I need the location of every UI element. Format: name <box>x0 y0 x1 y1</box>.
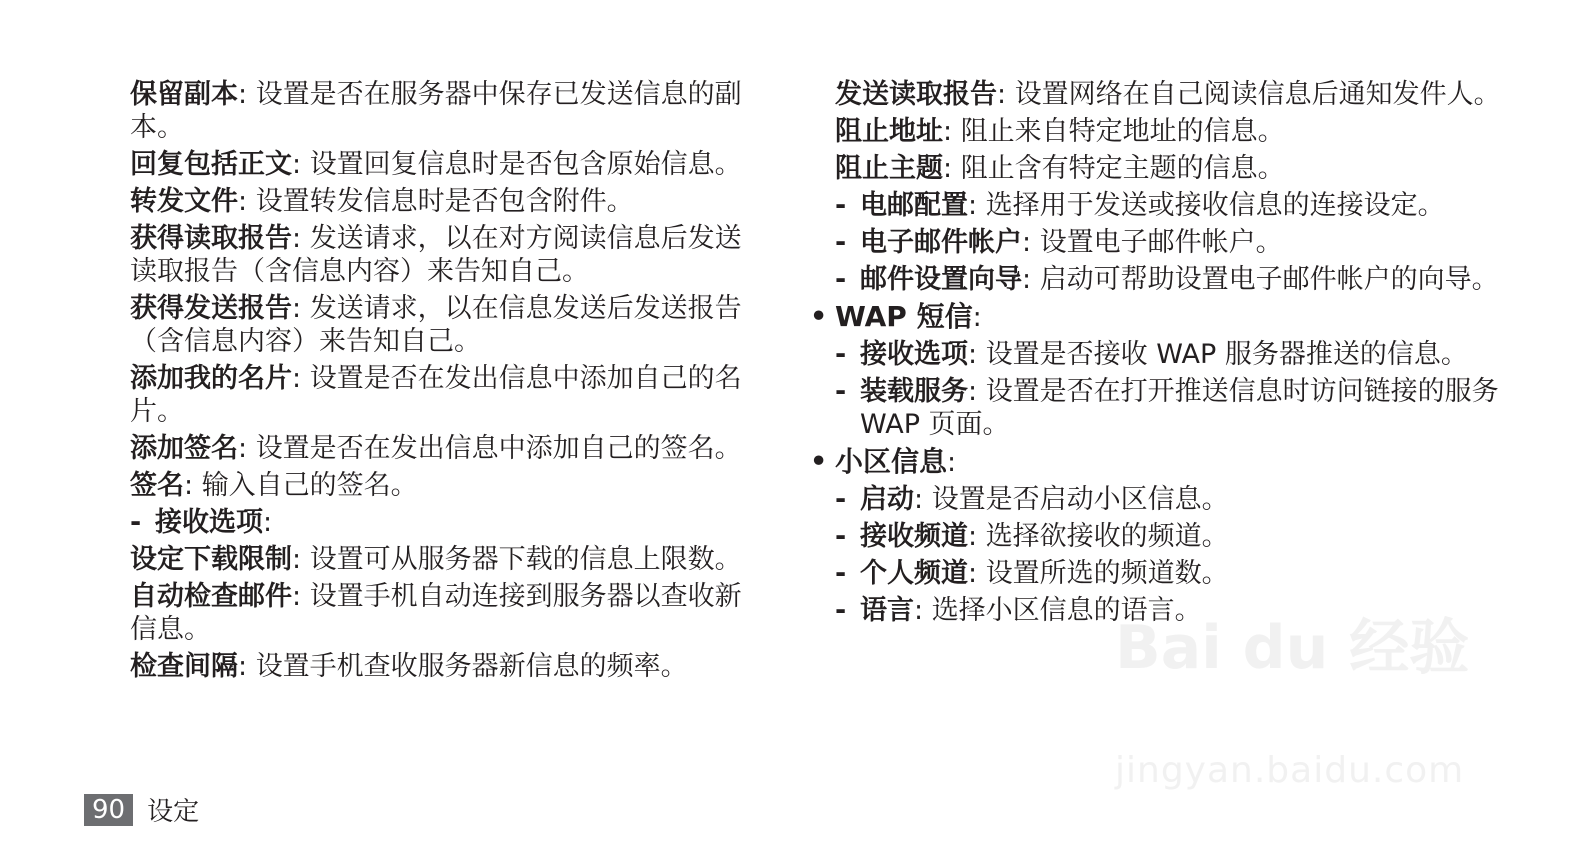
item-term: 电邮配置 <box>860 190 968 221</box>
item-description: 输入自己的签名。 <box>201 470 418 501</box>
list-item <box>810 300 1510 334</box>
list-item <box>105 148 765 181</box>
watermark-url: jingyan.baidu.com <box>1115 750 1465 791</box>
item-term: 设定下载限制 <box>130 544 292 575</box>
bullet-marker: • <box>810 446 828 477</box>
item-description: 设置转发信息时是否包含附件。 <box>255 186 634 217</box>
item-term: 获得读取报告 <box>130 223 292 254</box>
item-description: 设置是否在发出信息中添加自己的签名。 <box>255 433 742 464</box>
dash-marker: - <box>835 190 847 221</box>
list-item <box>810 520 1510 553</box>
item-term: 邮件设置向导 <box>860 264 1022 295</box>
item-term: 添加我的名片 <box>130 363 292 394</box>
list-item <box>105 185 765 218</box>
item-term: 添加签名 <box>130 433 238 464</box>
item-description: 阻止含有特定主题的信息。 <box>960 153 1285 184</box>
term-colon: : <box>968 190 986 221</box>
term-colon: : <box>997 79 1015 110</box>
item-description: 设置回复信息时是否包含原始信息。 <box>309 149 742 180</box>
dash-marker: - <box>835 339 847 370</box>
bullet-marker: • <box>810 301 828 332</box>
item-term: 语言 <box>860 595 914 626</box>
item-term: 阻止主题 <box>835 153 943 184</box>
term-colon: : <box>238 433 256 464</box>
item-term: WAP 短信 <box>835 300 973 333</box>
list-item <box>810 445 1510 479</box>
item-description: 设置是否接收 WAP 服务器推送的信息。 <box>985 339 1468 370</box>
right-column <box>810 78 1510 631</box>
list-item <box>105 469 765 502</box>
list-item <box>105 292 765 358</box>
list-item <box>105 362 765 428</box>
list-item <box>105 650 765 683</box>
term-colon: : <box>238 186 256 217</box>
term-colon: : <box>292 223 310 254</box>
list-item <box>810 78 1510 111</box>
term-colon: : <box>968 521 986 552</box>
dash-marker: - <box>835 227 847 258</box>
item-term: 电子邮件帐户 <box>860 227 1022 258</box>
item-term: 自动检查邮件 <box>130 581 292 612</box>
list-item <box>810 226 1510 259</box>
item-term: 接收选项 <box>860 339 968 370</box>
item-term: 接收频道 <box>860 521 968 552</box>
dash-marker: - <box>835 484 847 515</box>
term-colon: : <box>914 595 932 626</box>
dash-marker: - <box>835 264 847 295</box>
term-colon: : <box>943 116 961 147</box>
dash-marker: - <box>835 376 847 407</box>
item-description: 发送请求，以在对方阅读信息后发送读取报告（含信息内容）来告知自己。 <box>130 223 742 287</box>
term-colon: : <box>263 507 273 538</box>
term-colon: : <box>968 339 986 370</box>
item-term: 签名 <box>130 470 184 501</box>
item-description: 发送请求，以在信息发送后发送报告（含信息内容）来告知自己。 <box>130 293 742 357</box>
term-colon: : <box>1022 264 1040 295</box>
term-colon: : <box>292 544 310 575</box>
item-description: 设置是否在打开推送信息时访问链接的服务 WAP 页面。 <box>860 376 1499 440</box>
item-term: 转发文件 <box>130 186 238 217</box>
item-term: 启动 <box>860 484 914 515</box>
term-colon: : <box>947 447 957 478</box>
watermark-logo: Bai du 经验 <box>1115 613 1470 683</box>
list-item <box>810 263 1510 296</box>
list-item <box>105 506 765 539</box>
item-term: 个人频道 <box>860 558 968 589</box>
dash-marker: - <box>835 595 847 626</box>
term-colon: : <box>238 651 256 682</box>
list-item <box>810 152 1510 185</box>
dash-marker: - <box>835 521 847 552</box>
term-colon: : <box>292 293 310 324</box>
list-item <box>810 338 1510 371</box>
left-column <box>105 78 765 687</box>
term-colon: : <box>292 581 310 612</box>
item-description: 设置网络在自己阅读信息后通知发件人。 <box>1014 79 1501 110</box>
item-term: 装载服务 <box>860 376 968 407</box>
item-description: 选择用于发送或接收信息的连接设定。 <box>985 190 1445 221</box>
item-description: 设置手机自动连接到服务器以查收新信息。 <box>130 581 742 645</box>
item-description: 选择欲接收的频道。 <box>985 521 1229 552</box>
list-item <box>105 222 765 288</box>
item-description: 设置是否在服务器中保存已发送信息的副本。 <box>130 79 742 143</box>
item-term: 检查间隔 <box>130 651 238 682</box>
list-item <box>105 543 765 576</box>
item-term: 阻止地址 <box>835 116 943 147</box>
term-colon: : <box>292 149 310 180</box>
term-colon: : <box>1022 227 1040 258</box>
item-description: 设置电子邮件帐户。 <box>1039 227 1283 258</box>
term-colon: : <box>238 79 256 110</box>
list-item <box>105 432 765 465</box>
item-term: 发送读取报告 <box>835 79 997 110</box>
page-number: 90 <box>84 794 133 826</box>
item-term: 接收选项 <box>155 507 263 538</box>
term-colon: : <box>968 376 986 407</box>
item-term: 回复包括正文 <box>130 149 292 180</box>
term-colon: : <box>292 363 310 394</box>
dash-marker: - <box>835 558 847 589</box>
list-item <box>810 375 1510 441</box>
term-colon: : <box>914 484 932 515</box>
list-item <box>810 115 1510 148</box>
item-description: 设置是否启动小区信息。 <box>931 484 1229 515</box>
dash-marker: - <box>130 507 142 538</box>
list-item <box>105 78 765 144</box>
item-description: 设置是否在发出信息中添加自己的名片。 <box>130 363 742 427</box>
section-title: 设定 <box>147 797 200 827</box>
item-term: 获得发送报告 <box>130 293 292 324</box>
page-footer <box>84 793 199 826</box>
item-description: 选择小区信息的语言。 <box>931 595 1202 626</box>
term-colon: : <box>943 153 961 184</box>
term-colon: : <box>968 558 986 589</box>
term-colon: : <box>972 302 982 333</box>
list-item <box>810 557 1510 590</box>
item-term: 小区信息 <box>835 445 948 478</box>
item-description: 阻止来自特定地址的信息。 <box>960 116 1285 147</box>
item-description: 设置所选的频道数。 <box>985 558 1229 589</box>
list-item <box>105 580 765 646</box>
item-description: 启动可帮助设置电子邮件帐户的向导。 <box>1039 264 1499 295</box>
item-description: 设置可从服务器下载的信息上限数。 <box>309 544 742 575</box>
list-item <box>810 189 1510 222</box>
list-item <box>810 483 1510 516</box>
baidu-watermark <box>1115 600 1485 800</box>
item-term: 保留副本 <box>130 79 238 110</box>
item-description: 设置手机查收服务器新信息的频率。 <box>255 651 688 682</box>
term-colon: : <box>184 470 202 501</box>
